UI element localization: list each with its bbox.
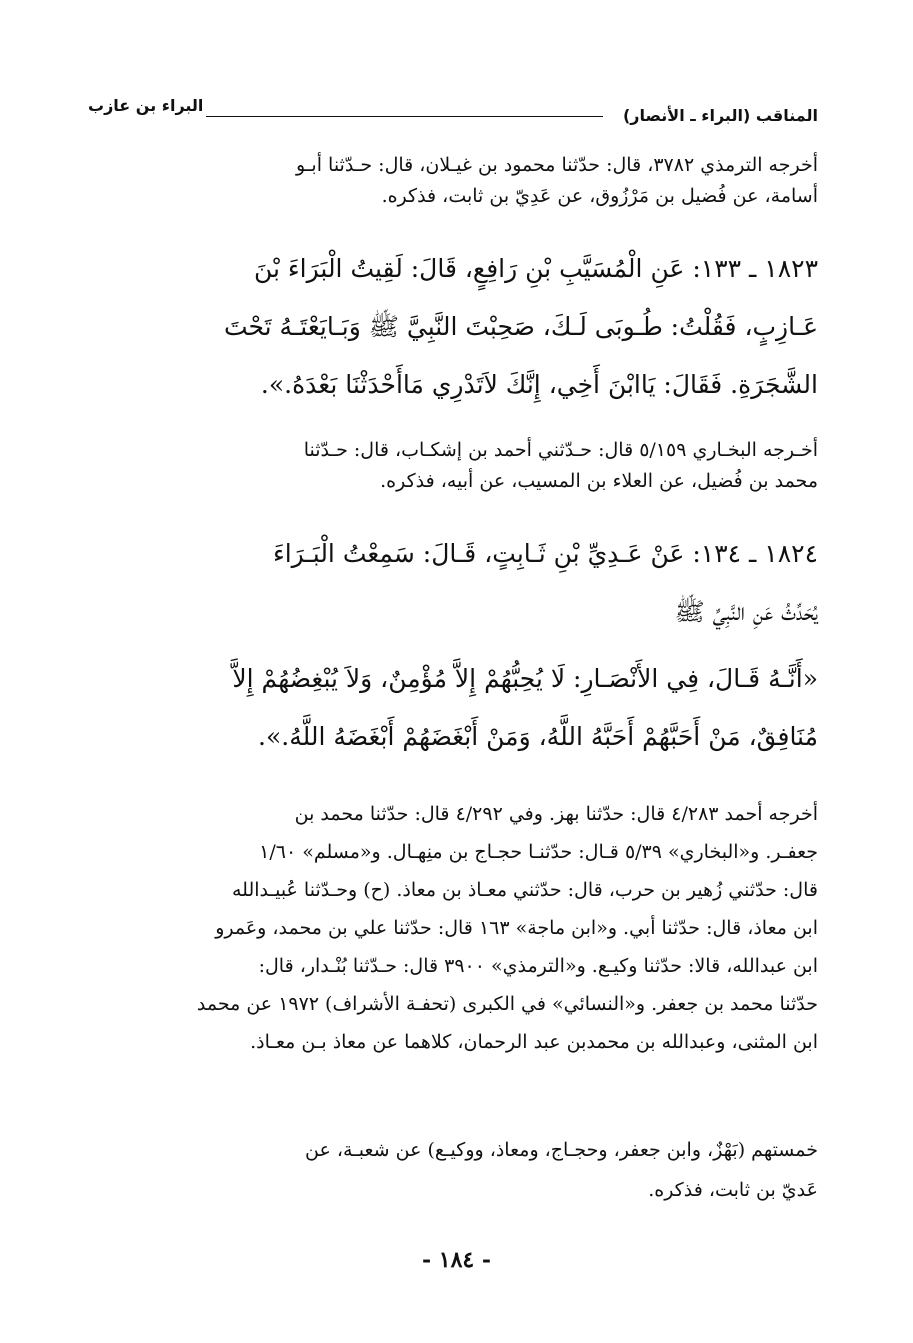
text-line: أسامة، عن فُضيل بن مَرْزُوق، عن عَدِيّ بن ثابت، فذكره. [381,185,818,207]
takhrij-paragraph [72,150,818,212]
takhrij-paragraph [72,435,818,497]
text-line: الشَّجَرَةِ. فَقَالَ: يَاابْنَ أَخِي، إِنَّكَ لاَتَدْرِي مَاأَحْدَثْنَا بَعْدَهُ.». [260,370,818,399]
text-line: يُحَدِّثُ عَنِ النَّبِيِّ ﷺ [674,597,818,626]
text-line: ١٨٢٤ ـ ١٣٤: عَنْ عَـدِيِّ بْنِ ثَـابِتٍ، قَـالَ: سَمِعْتُ الْبَـرَاءَ [272,539,818,568]
text-line: عَديّ بن ثابت، فذكره. [648,1179,818,1201]
text-line: «أَنَّـهُ قَـالَ، فِي الأَنْصَـارِ: لَا يُحِبُّهُمْ إِلاَّ مُؤْمِنٌ، وَلاَ يُبْغِضُهُمْ إِلاَّ [232,664,818,693]
text-line: أخرجه أحمد ٤/٢٨٣ قال: حدّثنا بهز. وفي ٤/٢٩٢ قال: حدّثنا محمد بن [294,803,818,825]
text-line: عَـازِبٍ، فَقُلْتُ: طُـوبَى لَـكَ، صَحِبْتَ النَّبِيَّ ﷺ وَبَـايَعْتَـهُ تَحْتَ [223,312,818,341]
hadith-matn [72,650,818,766]
header-rule [206,116,603,117]
text-line: خمستهم (بَهْزٌ، وابن جعفر، وحجـاج، ومعاذ، ووكيـع) عن شعبـة، عن [305,1139,818,1161]
section-title: المناقب (البراء ـ الأنصار) [622,106,818,125]
text-line: أخـرجه البخـاري ٥/١٥٩ قال: حـدّثني أحمد بن إشكـاب، قال: حـدّثنا [303,439,818,461]
hadith-paragraph [72,240,818,414]
text-line: ابن المثنى، وعبدالله بن محمدبن عبد الرحمان، كلاهما عن معاذ بـن معـاذ. [250,1031,818,1053]
running-header [88,92,818,132]
text-line: حدّثنا محمد بن جعفر. و«النسائي» في الكبرى (تحفـة الأشراف) ١٩٧٢ عن محمد [196,993,818,1015]
takhrij-paragraph [72,795,818,1061]
text-line: محمد بن فُضيل، عن العلاء بن المسيب، عن أبيه، فذكره. [380,470,818,492]
takhrij-paragraph [72,1130,818,1210]
text-line: مُنَافِقٌ، مَنْ أَحَبَّهُمْ أَحَبَّهُ اللَّهُ، وَمَنْ أَبْغَضَهُمْ أَبْغَضَهُ اللَّهُ.». [258,722,818,751]
text-line: أخرجه الترمذي ٣٧٨٢، قال: حدّثنا محمود بن غيـلان، قال: حـدّثنا أبـو [296,154,818,176]
text-line: ابن معاذ، قال: حدّثنا أبي. و«ابن ماجة» ١٦٣ قال: حدّثنا علي بن محمد، وعَمرو [215,917,818,939]
text-line: ابن عبدالله، قالا: حدّثنا وكيـع. و«الترمذي» ٣٩٠٠ قال: حـدّثنا بُنْـدار، قال: [258,955,818,977]
text-line: قال: حدّثني زُهير بن حرب، قال: حدّثني معـاذ بن معاذ. (ح) وحـدّثنا عُبيـدالله [232,879,818,901]
text-line: جعفـر. و«البخاري» ٥/٣٩ قـال: حدّثنـا حجـاج بن منِهـال. و«مسلم» ١/٦٠ [259,841,818,863]
subject-name: البراء بن عازب [88,96,204,115]
page-number: - ١٨٤ - [421,1247,492,1273]
hadith-paragraph [72,525,818,641]
text-line: ١٨٢٣ ـ ١٣٣: عَنِ الْمُسَيَّبِ بْنِ رَافِعٍ، قَالَ: لَقِيتُ الْبَرَاءَ بْنَ [253,254,818,283]
